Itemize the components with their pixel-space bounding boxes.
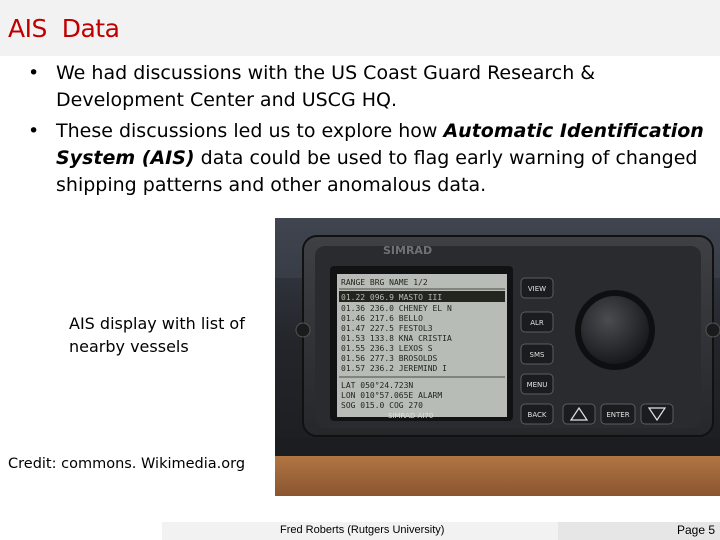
ais-device-photo [275, 218, 720, 496]
ais-device-illustration [275, 218, 720, 496]
mount-screw-icon [296, 323, 310, 337]
bullet-list [28, 60, 708, 203]
screen-header: RANGE BRG NAME 1/2 [341, 278, 428, 287]
bullet-text: We had discussions with the US Coast Guard Research & Development Center and USCG HQ. [56, 62, 596, 111]
menu-button-label: MENU [526, 381, 548, 389]
bullet-emphasis: Automatic Identification System (AIS) [56, 120, 704, 169]
screen-row: 01.57 236.2 JEREMIND I [341, 364, 447, 373]
image-caption: AIS display with list of nearby vessels [69, 314, 245, 356]
mount-screw-icon [706, 323, 720, 337]
screen-footer-line: LON 010°57.065E ALARM [341, 391, 443, 400]
device-model: SIMRAD AI70 [388, 412, 434, 420]
bullet-text: These discussions led us to explore how [56, 120, 444, 142]
bullet-dot-icon: • [28, 62, 40, 84]
screen-row: 01.55 236.3 LEXOS S [341, 344, 433, 353]
screen-row: 01.56 277.3 BROSOLDS [341, 354, 438, 363]
bullet-item [28, 60, 708, 114]
image-credit: Credit: commons. Wikimedia.org [8, 456, 246, 472]
screen-row: 01.46 217.6 BELLO [341, 314, 423, 323]
slide-title: AIS Data [8, 14, 120, 43]
screen-row: 01.53 133.8 KNA CRISTIA [341, 334, 452, 343]
screen-footer-line: LAT 050°24.723N [341, 381, 414, 390]
bullet-dot-icon: • [28, 120, 40, 142]
bullet-text: data could be used to flag early warning of changed shipping patterns and other anomalous data. [56, 147, 698, 196]
screen-row: 01.47 227.5 FESTOL3 [341, 324, 433, 333]
device-brand: SIMRAD [383, 244, 433, 257]
view-button-label: VIEW [527, 285, 547, 293]
enter-button-label: ENTER [606, 411, 630, 419]
screen-row: 01.36 236.0 CHENEY EL N [341, 304, 452, 313]
page-number: Page 5 [677, 523, 716, 537]
bullet-item [28, 118, 708, 199]
screen-row: 01.22 096.9 MASTO III [341, 293, 443, 302]
rotary-knob [581, 296, 649, 364]
screen-footer-line: SOG 015.0 COG 270 [341, 401, 423, 410]
footer-author: Fred Roberts (Rutgers University) [280, 524, 445, 536]
alr-button-label: ALR [530, 319, 544, 327]
sms-button-label: SMS [529, 351, 545, 359]
back-button-label: BACK [527, 411, 547, 419]
